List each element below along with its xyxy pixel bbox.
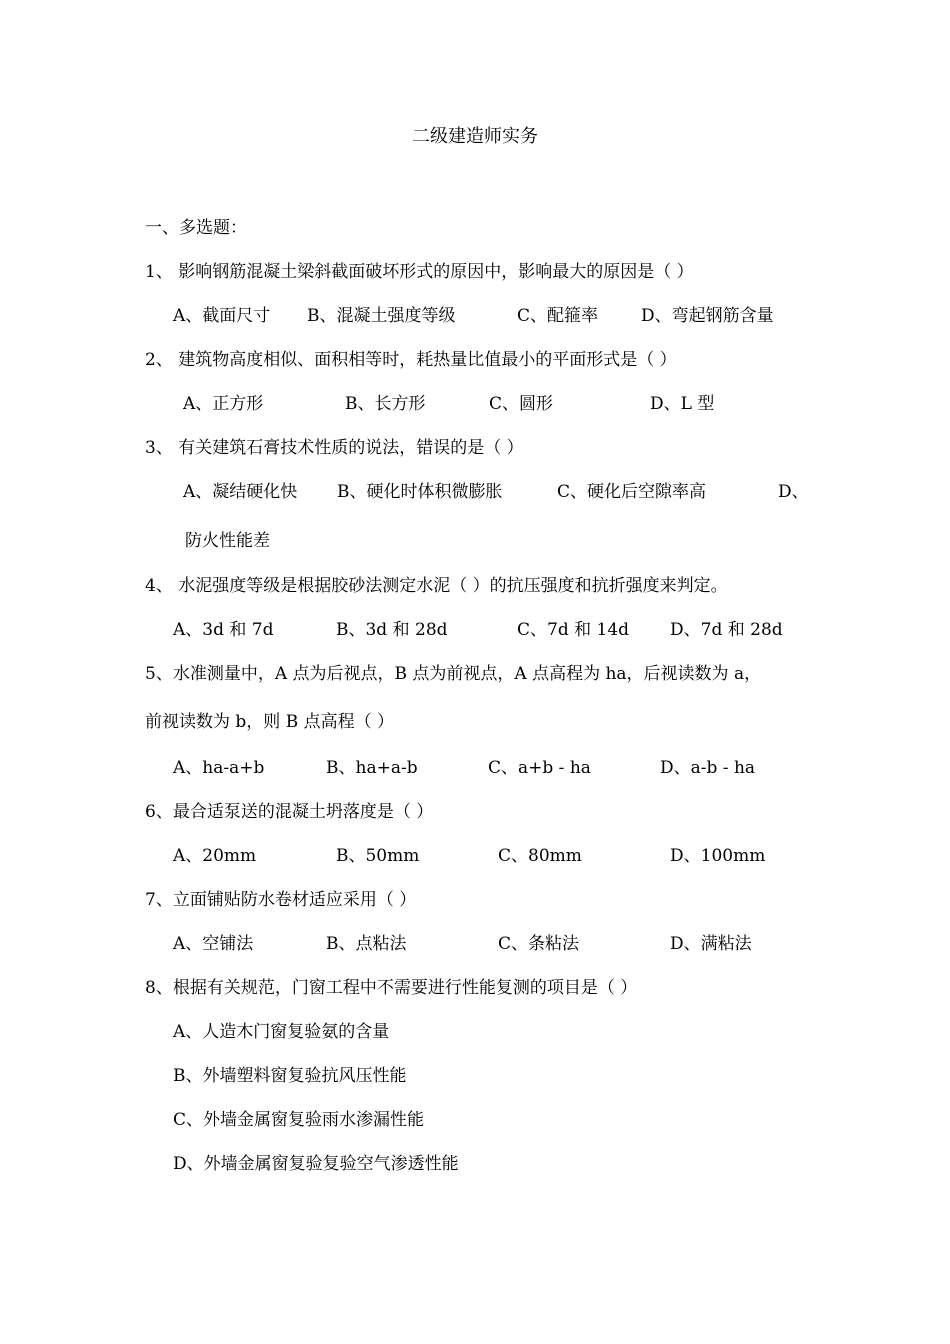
question-5-option-c: C、a+b - ha (488, 758, 591, 778)
question-8-option-a: A、人造木门窗复验氨的含量 (173, 1022, 390, 1042)
question-6-option-b: B、50mm (336, 846, 420, 866)
question-7-option-c: C、条粘法 (498, 934, 580, 954)
question-2-option-a: A、正方形 (183, 394, 264, 414)
question-2-stem: 2、 建筑物高度相似、面积相等时，耗热量比值最小的平面形式是（ ） (145, 350, 677, 370)
question-4-option-d: D、7d 和 28d (670, 620, 783, 640)
question-3-option-d-text: 防火性能差 (185, 531, 270, 551)
question-7-stem: 7、立面铺贴防水卷材适应采用（ ） (145, 890, 417, 910)
question-4-option-c: C、7d 和 14d (517, 620, 630, 640)
question-1-option-c: C、配箍率 (517, 306, 599, 326)
question-3-option-b: B、硬化时体积微膨胀 (337, 482, 503, 502)
question-5-option-a: A、ha-a+b (173, 758, 265, 778)
question-5-option-d: D、a-b - ha (660, 758, 756, 778)
question-7-option-d: D、满粘法 (670, 934, 752, 954)
question-1-option-d: D、弯起钢筋含量 (641, 306, 774, 326)
question-3-stem: 3、 有关建筑石膏技术性质的说法，错误的是（ ） (145, 438, 524, 458)
question-8-option-d: D、外墙金属窗复验复验空气渗透性能 (173, 1154, 459, 1174)
question-6-option-a: A、20mm (173, 846, 257, 866)
section-heading: 一、多选题： (145, 218, 247, 238)
question-4-stem: 4、 水泥强度等级是根据胶砂法测定水泥（ ）的抗压强度和抗折强度来判定。 (145, 576, 728, 596)
question-4-option-b: B、3d 和 28d (336, 620, 448, 640)
question-2-option-d: D、L 型 (650, 394, 715, 414)
question-5-stem-continued: 前视读数为 b，则 B 点高程（ ） (145, 712, 394, 732)
question-1-stem: 1、 影响钢筋混凝土梁斜截面破坏形式的原因中，影响最大的原因是（ ） (145, 262, 694, 282)
question-5-stem: 5、水准测量中，A 点为后视点，B 点为前视点，A 点高程为 ha，后视读数为 a， (145, 664, 762, 684)
question-2-option-b: B、长方形 (345, 394, 426, 414)
question-7-option-b: B、点粘法 (326, 934, 407, 954)
question-2-option-c: C、圆形 (489, 394, 554, 414)
question-3-option-a: A、凝结硬化快 (183, 482, 298, 502)
question-6-option-c: C、80mm (498, 846, 582, 866)
question-3-option-c: C、硬化后空隙率高 (557, 482, 707, 502)
question-7-option-a: A、空铺法 (173, 934, 254, 954)
question-1-option-b: B、混凝土强度等级 (307, 306, 456, 326)
question-8-option-c: C、外墙金属窗复验雨水渗漏性能 (173, 1110, 425, 1130)
question-6-stem: 6、最合适泵送的混凝土坍落度是（ ） (145, 802, 434, 822)
question-4-option-a: A、3d 和 7d (173, 620, 274, 640)
document-title: 二级建造师实务 (412, 126, 538, 147)
question-6-option-d: D、100mm (670, 846, 766, 866)
question-5-option-b: B、ha+a-b (326, 758, 418, 778)
question-1-option-a: A、截面尺寸 (173, 306, 271, 326)
question-8-option-b: B、外墙塑料窗复验抗风压性能 (173, 1066, 407, 1086)
question-3-option-d: D、 (778, 482, 809, 502)
question-8-stem: 8、根据有关规范，门窗工程中不需要进行性能复测的项目是（ ） (145, 978, 638, 998)
